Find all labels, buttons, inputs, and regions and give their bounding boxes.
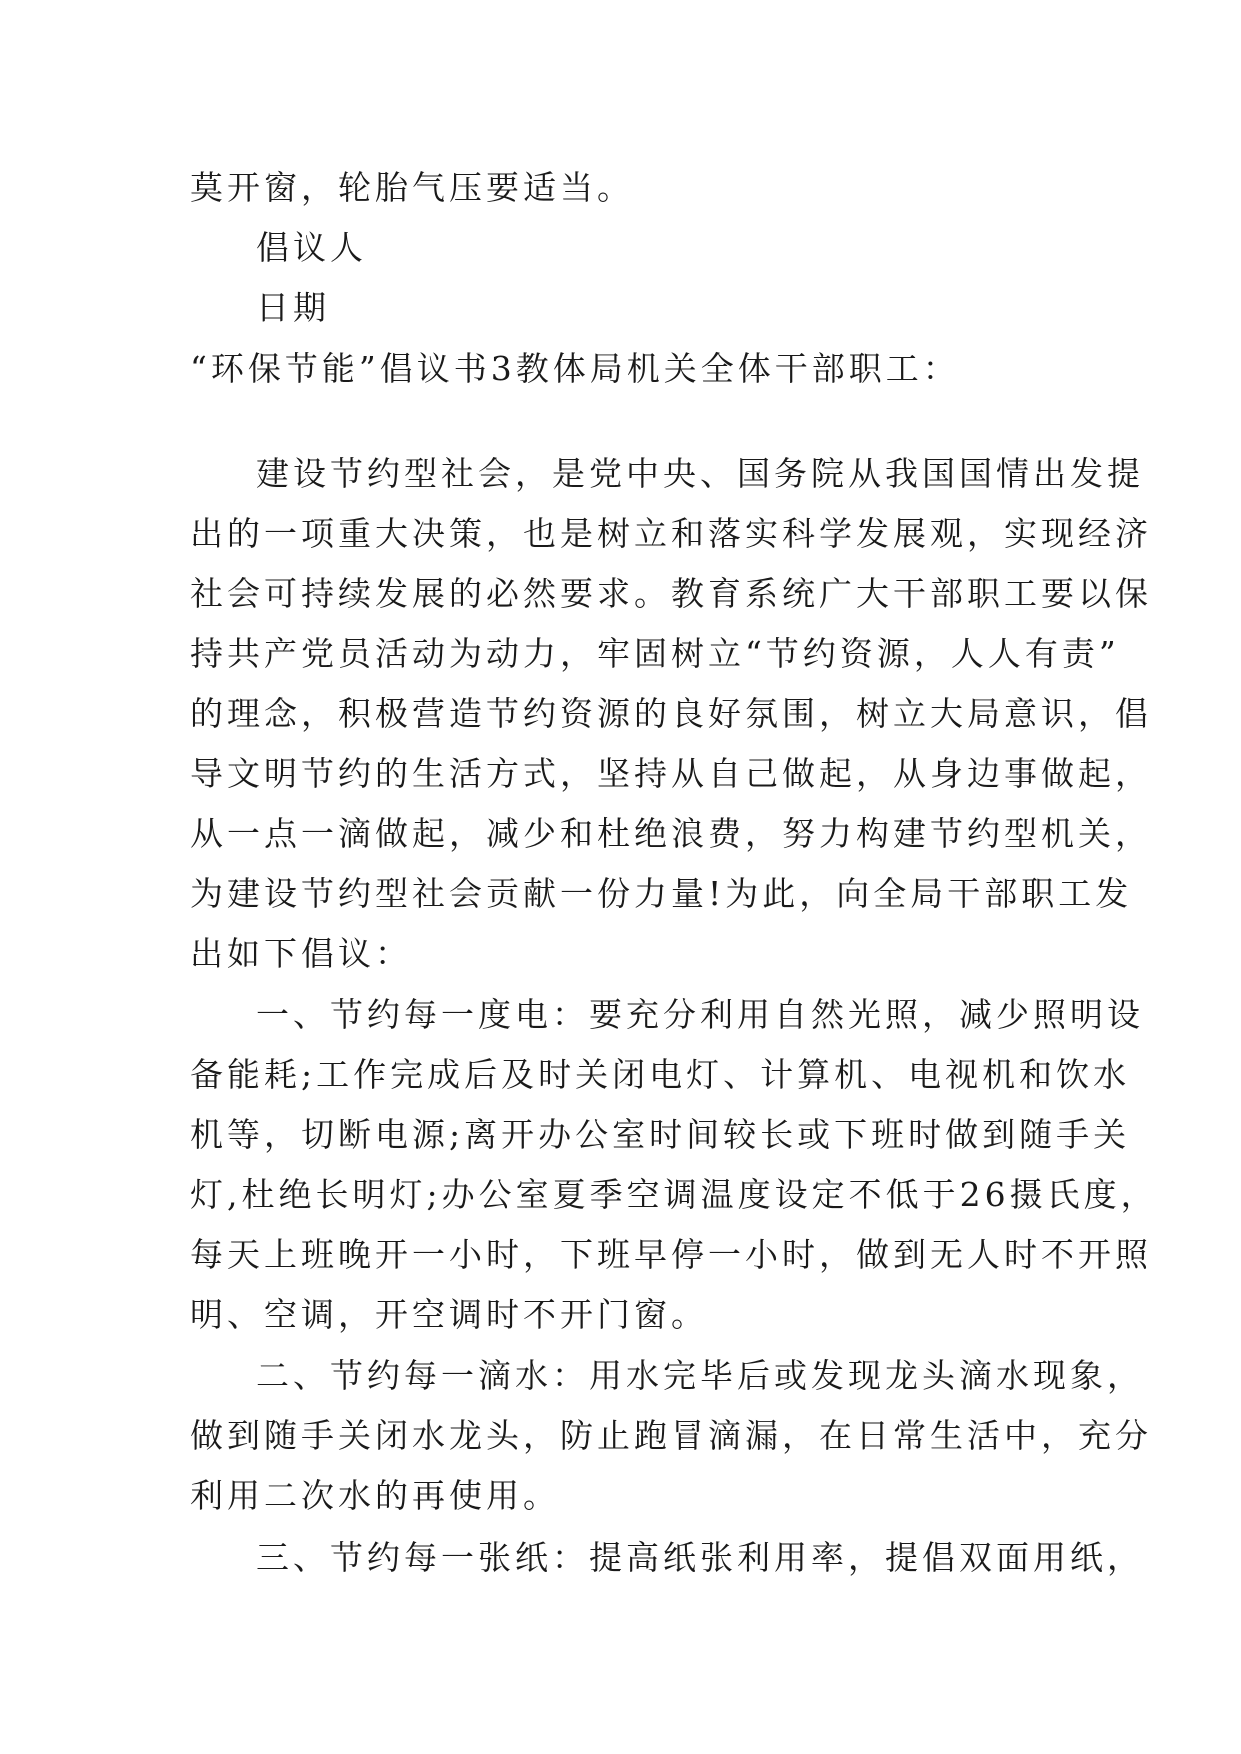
text-line: 莫开窗，轮胎气压要适当。 [190,168,634,207]
text-line: 做到随手关闭水龙头，防止跑冒滴漏，在日常生活中，充分 [190,1416,1152,1455]
text-line: 的理念，积极营造节约资源的良好氛围，树立大局意识，倡 [190,694,1152,733]
text-line: 二、节约每一滴水：用水完毕后或发现龙头滴水现象， [256,1356,1144,1395]
text-line: 建设节约型社会，是党中央、国务院从我国国情出发提 [256,454,1144,493]
text-line: 三、节约每一张纸：提高纸张利用率，提倡双面用纸， [256,1538,1144,1577]
text-line: 每天上班晚开一小时，下班早停一小时，做到无人时不开照 [190,1235,1152,1274]
text-line: 备能耗;工作完成后及时关闭电灯、计算机、电视机和饮水 [190,1055,1131,1094]
text-line: 出如下倡议： [190,934,412,973]
text-line: 社会可持续发展的必然要求。教育系统广大干部职工要以保 [190,574,1152,613]
text-line: 明、空调，开空调时不开门窗。 [190,1295,708,1334]
date-label: 日期 [256,288,330,327]
text-line: 灯,杜绝长明灯;办公室夏季空调温度设定不低于26摄氏度， [190,1175,1158,1214]
text-line: 利用二次水的再使用。 [190,1476,560,1515]
text-line: 为建设节约型社会贡献一份力量!为此，向全局干部职工发 [190,874,1133,913]
text-line: 导文明节约的生活方式，坚持从自己做起，从身边事做起， [190,754,1152,793]
text-line: 持共产党员活动为动力，牢固树立“节约资源，人人有责” [190,634,1120,673]
text-line: 一、节约每一度电：要充分利用自然光照，减少照明设 [256,995,1144,1034]
text-line: 机等，切断电源;离开办公室时间较长或下班时做到随手关 [190,1115,1131,1154]
text-line: 从一点一滴做起，减少和杜绝浪费，努力构建节约型机关， [190,814,1152,853]
text-line: 出的一项重大决策，也是树立和落实科学发展观，实现经济 [190,514,1152,553]
signer-label: 倡议人 [256,228,367,267]
section-heading: “环保节能”倡议书3教体局机关全体干部职工： [190,349,960,388]
